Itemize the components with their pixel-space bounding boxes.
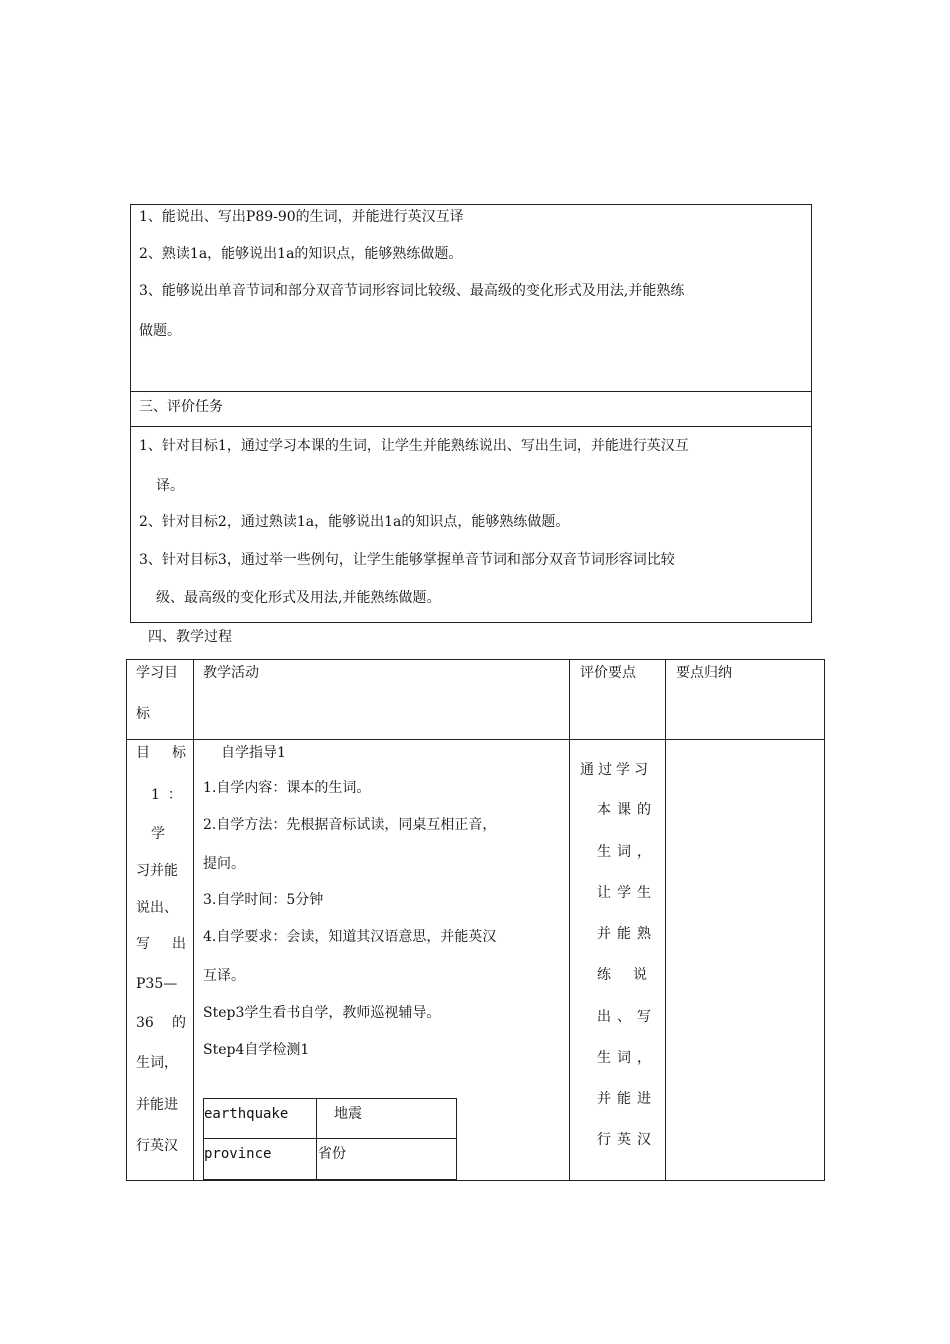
- goal-cell-out: 出: [172, 936, 186, 952]
- activity-line-2: 1.自学内容：课本的生词。: [203, 780, 371, 796]
- goal-cell-line-8: [136, 1013, 186, 1033]
- goal-cell-line-2: [151, 785, 182, 805]
- eval-cell-line-2: 本课的: [597, 802, 657, 818]
- goal-cell-colon: ：: [167, 787, 182, 803]
- activity-line-7: 互译。: [203, 968, 245, 984]
- activity-line-3: 2.自学方法：先根据音标试读，同桌互相正音，: [203, 817, 497, 833]
- activity-line-5: 3.自学时间：5分钟: [203, 892, 324, 908]
- eval-cell-line-5: 并能熟: [597, 926, 657, 942]
- header-activity: 教学活动: [203, 665, 259, 681]
- goal-cell-line-4: 习并能: [136, 863, 178, 879]
- eval-cell-line-6: 练说: [597, 967, 669, 983]
- goal-cell-line-5: 说出、: [136, 900, 178, 916]
- evaluation-line-1: 1、针对目标1，通过学习本课的生词，让学生并能熟练说出、写出生词，并能进行英汉互: [139, 438, 689, 454]
- eval-cell-line-9: 并能进: [597, 1091, 657, 1107]
- goal-line-3: 3、能够说出单音节词和部分双音节词形容词比较级、最高级的变化形式及用法,并能熟练: [139, 283, 685, 299]
- goal-line-4: 做题。: [139, 323, 181, 339]
- activity-line-6: 4.自学要求：会读，知道其汉语意思，并能英汉: [203, 929, 497, 945]
- eval-cell-line-4: 让学生: [597, 885, 657, 901]
- goal-line-2: 2、熟读1a，能够说出1a的知识点，能够熟练做题。: [139, 246, 463, 262]
- activity-line-1: 自学指导1: [221, 745, 286, 761]
- goal-cell-line-9: 生词，: [136, 1055, 178, 1071]
- goal-cell-num: 1: [151, 787, 160, 803]
- vocab-en-2: province: [204, 1146, 272, 1162]
- col-divider-3: [665, 659, 666, 1181]
- activity-line-9: Step4自学检测1: [203, 1042, 310, 1058]
- goal-cell-36: 36: [136, 1015, 154, 1031]
- vocab-row-divider: [203, 1138, 457, 1139]
- goal-cell-word-b: 标: [172, 745, 186, 761]
- header-row-divider: [126, 739, 825, 740]
- header-summary: 要点归纳: [676, 665, 732, 681]
- vocab-en-1: earthquake: [204, 1106, 289, 1122]
- goal-cell-line-6: [136, 934, 186, 954]
- evaluation-line-3: 2、针对目标2，通过熟读1a，能够说出1a的知识点，能够熟练做题。: [139, 514, 570, 530]
- goal-cell-line-1: [136, 743, 186, 763]
- header-goal-2: 标: [136, 706, 150, 722]
- activity-line-4: 提问。: [203, 856, 245, 872]
- activity-line-8: Step3学生看书自学，教师巡视辅导。: [203, 1005, 441, 1021]
- goal-cell-de: 的: [172, 1015, 186, 1031]
- eval-cell-line-1: 通过学习: [580, 762, 652, 778]
- evaluation-heading: 三、评价任务: [139, 399, 223, 415]
- goal-cell-write: 写: [136, 936, 150, 952]
- header-eval: 评价要点: [580, 665, 636, 681]
- header-goal-1: 学习目: [136, 665, 178, 681]
- vocab-col-divider: [316, 1098, 317, 1180]
- goal-line-1: 1、能说出、写出P89-90的生词，并能进行英汉互译: [139, 209, 464, 225]
- goal-cell-line-3: 学: [151, 826, 165, 842]
- evaluation-line-5: 级、最高级的变化形式及用法,并能熟练做题。: [156, 590, 441, 606]
- col-divider-2: [569, 659, 570, 1181]
- vocab-zh-1: 地震: [334, 1106, 362, 1122]
- evaluation-divider: [130, 426, 812, 427]
- eval-cell-line-3: 生词，: [597, 844, 657, 860]
- eval-cell-line-8: 生词，: [597, 1050, 657, 1066]
- goal-cell-line-7: P35—: [136, 976, 178, 992]
- eval-cell-line-10: 行英汉: [597, 1132, 657, 1148]
- col-divider-1: [193, 659, 194, 1181]
- goal-cell-line-10: 并能进: [136, 1097, 178, 1113]
- goal-cell-line-11: 行英汉: [136, 1138, 178, 1154]
- vocab-zh-2: 省份: [318, 1146, 346, 1162]
- evaluation-line-2: 译。: [156, 478, 184, 494]
- evaluation-line-4: 3、针对目标3，通过举一些例句，让学生能够掌握单音节词和部分双音节词形容词比较: [139, 552, 675, 568]
- process-heading: 四、教学过程: [148, 629, 232, 645]
- eval-cell-line-7: 出、写: [597, 1009, 657, 1025]
- goal-cell-word-a: 目: [136, 745, 150, 761]
